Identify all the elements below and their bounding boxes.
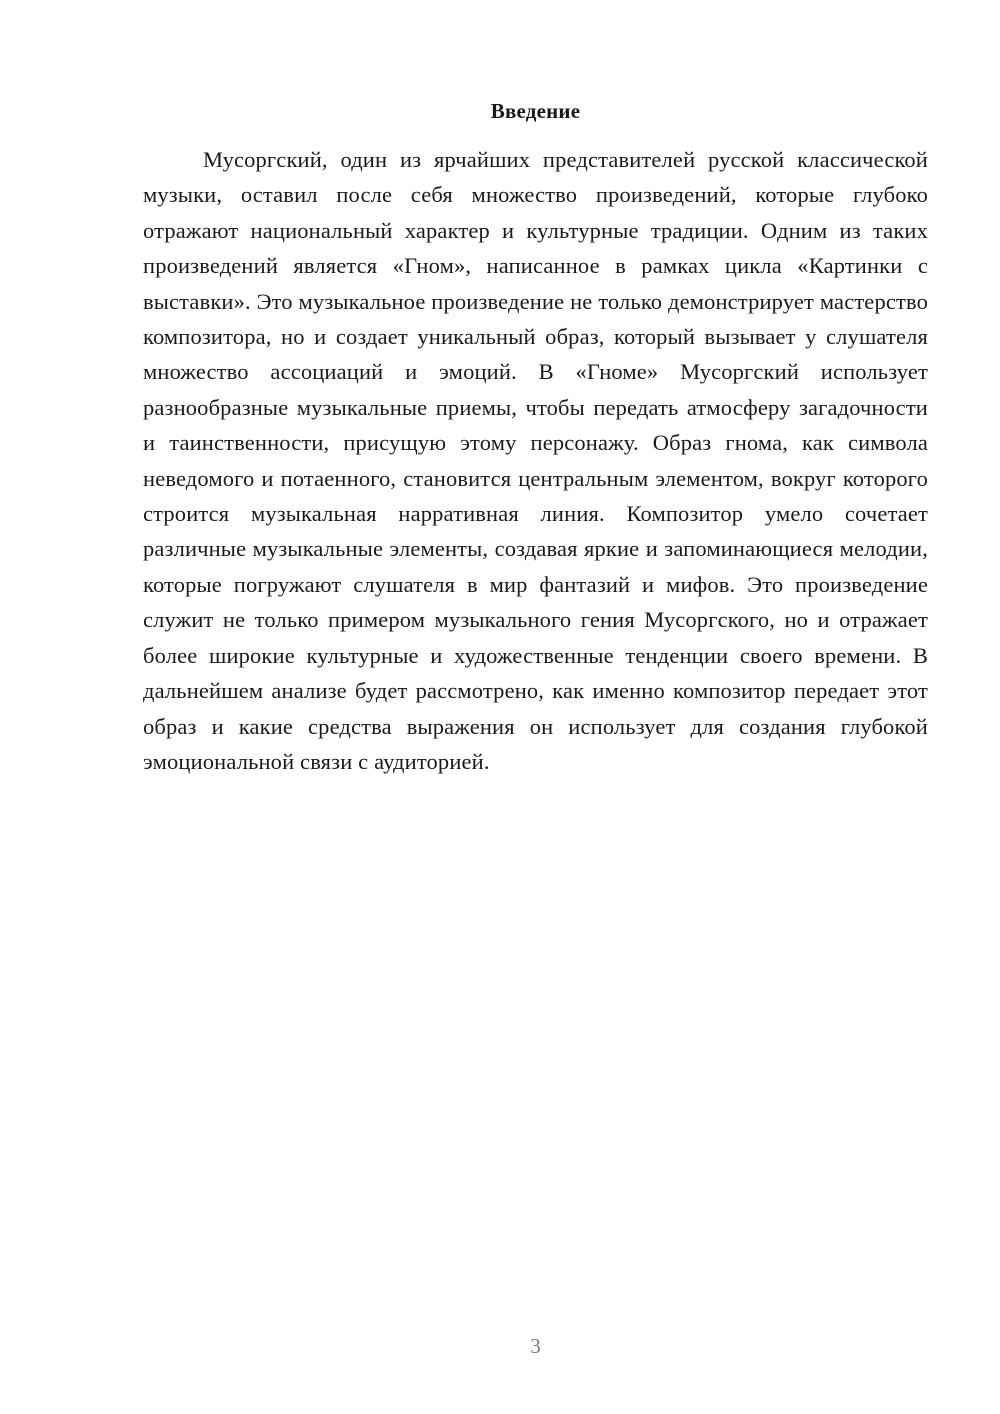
section-heading: Введение: [490, 99, 581, 123]
body-paragraph: Мусоргский, один из ярчайших представителей русской классической музыки, оставил после себя множество произведений, которые глубоко отражают национальный характер и культурные традиции. Одним из таких произведений является «Гном», написанное в рамках цикла «Картинки с выставки». Это музыкальное произведение не только демонстрирует мастерство композитора, но и создает уникальный образ, который вызывает у слушателя множество ассоциаций и эмоций. В «Гноме» Мусоргский использует разнообразные музыкальные приемы, чтобы передать атмосферу загадочности и таинственности, присущую этому персонажу. Образ гнома, как символа неведомого и потаенного, становится центральным элементом, вокруг которого строится музыкальная нарративная линия. Композитор умело сочетает различные музыкальные элементы, создавая яркие и запоминающиеся мелодии, которые погружают слушателя в мир фантазий и мифов. Это произведение служит не только примером музыкального гения Мусоргского, но и отражает более широкие культурные и художественные тенденции своего времени. В дальнейшем анализе будет рассмотрено, как именно композитор передает этот образ и какие средства выражения он использует для создания глубокой эмоциональной связи с аудиторией.: [143, 147, 928, 774]
page-number: 3: [530, 1334, 541, 1358]
